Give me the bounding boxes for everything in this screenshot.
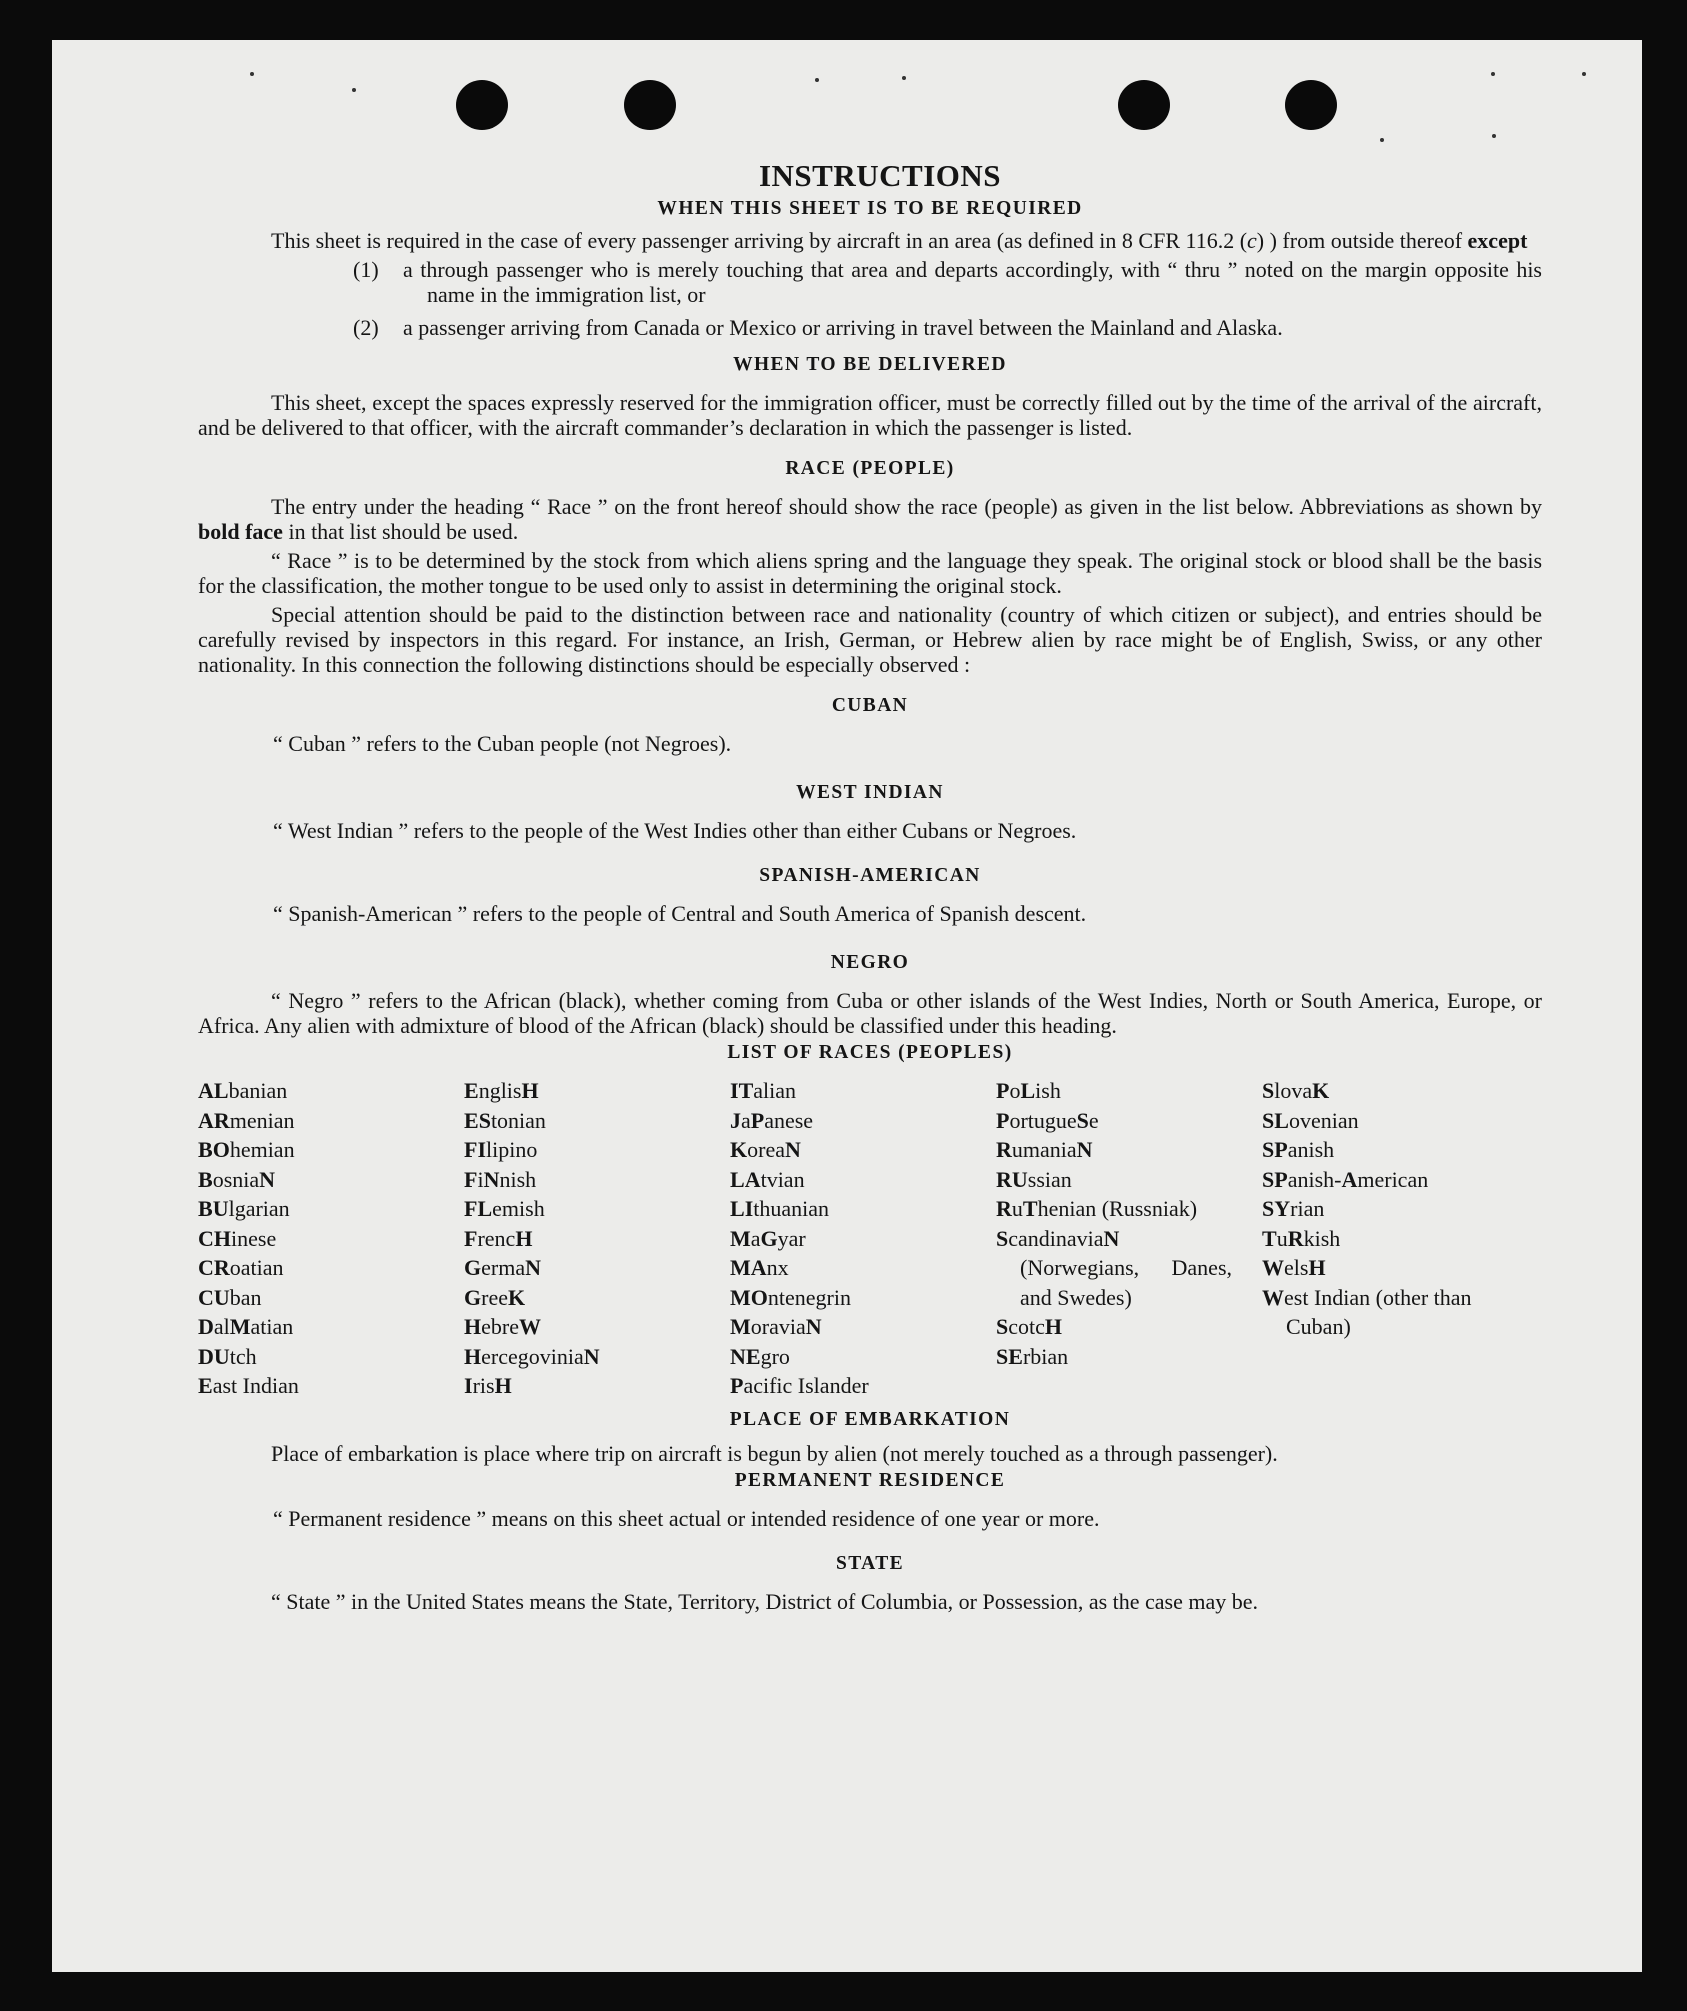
race-entry: PoLish	[996, 1078, 1061, 1103]
section-heading-required: WHEN THIS SHEET IS TO BE REQUIRED	[657, 198, 1083, 219]
race-entry: FiNnish	[464, 1166, 537, 1192]
race-entry: RuThenian (Russniak)	[996, 1196, 1198, 1221]
item-text: a passenger arriving from Canada or Mexico or arriving in travel between the Mainland and Alaska.	[403, 315, 1283, 340]
race-entry: DalMatian	[198, 1314, 294, 1339]
race-column	[996, 1076, 1262, 1401]
race-entry: RUssian	[996, 1166, 1072, 1192]
intro-text: ) ) from outside thereof	[1256, 228, 1468, 253]
page-title: INSTRUCTIONS	[758, 158, 1001, 193]
section-heading-delivered: WHEN TO BE DELIVERED	[733, 354, 1007, 375]
race-entry: SErbian	[996, 1343, 1069, 1369]
race-entry: MOntenegrin	[730, 1284, 851, 1310]
punch-hole	[1118, 80, 1170, 130]
required-item-2	[353, 315, 1542, 340]
speck	[1380, 138, 1384, 142]
race-entry: HercegoviniaN	[464, 1343, 600, 1369]
race-entry: FrencH	[464, 1225, 533, 1251]
section-heading-residence: PERMANENT RESIDENCE	[734, 1469, 1006, 1491]
race-entry: EStonian	[464, 1107, 546, 1133]
race-entry: GreeK	[464, 1284, 526, 1310]
race-entry: LAtvian	[730, 1166, 805, 1192]
race-entry: SPanish-American	[1262, 1166, 1429, 1192]
punch-hole	[1285, 80, 1337, 130]
race-entry: ALbanian	[198, 1078, 288, 1103]
race-entry: MoraviaN	[730, 1314, 822, 1339]
race-entry: CRoatian	[198, 1255, 284, 1280]
state-text: “ State ” in the United States means the State, Territory, District of Columbia, or Possession, as the case may be.	[271, 1588, 1259, 1614]
speck	[815, 78, 819, 82]
speck	[352, 88, 356, 92]
race-column	[198, 1076, 464, 1401]
race-entry: TuRkish	[1262, 1225, 1341, 1251]
race-entry: LIthuanian	[730, 1196, 830, 1221]
section-heading-cuban: CUBAN	[831, 695, 909, 716]
required-item-1	[353, 257, 1542, 307]
speck	[1582, 72, 1586, 76]
negro-text: “ Negro ” refers to the African (black), whether coming from Cuba or other islands of the West Indies, North or South America, Europe, or Africa. Any alien with admixture of blood of the African (black) should be classified under this heading.	[198, 988, 1542, 1038]
race-entry: RumaniaN	[996, 1137, 1093, 1162]
embarkation-text: Place of embarkation is place where trip on aircraft is begun by alien (not merely touched as a through passenger).	[271, 1440, 1278, 1466]
intro-text: This sheet is required in the case of every passenger arriving by aircraft in an area (as defined in 8 CFR 116.2 (	[271, 228, 1248, 253]
speck	[250, 72, 254, 76]
race-entry: JaPanese	[730, 1107, 814, 1133]
section-heading-state: STATE	[835, 1552, 905, 1574]
section-heading-race: RACE (PEOPLE)	[785, 458, 955, 479]
race-entry: ScotcH	[996, 1314, 1063, 1339]
speck	[902, 76, 906, 80]
residence-text: “ Permanent residence ” means on this sheet actual or intended residence of one year or more.	[273, 1505, 1100, 1531]
section-heading-negro: NEGRO	[830, 952, 910, 973]
race-entry: GermaN	[464, 1255, 541, 1280]
race-entry: West Indian (other than Cuban)	[1262, 1284, 1472, 1339]
spanish-american-text: “ Spanish-American ” refers to the people of Central and South America of Spanish descent.	[273, 901, 1087, 926]
race-paragraph-2: “ Race ” is to be determined by the stock from which aliens spring and the language they speak. The original stock or blood shall be the basis for the classification, the mother tongue to be used only to assist in determining the original stock.	[198, 548, 1542, 598]
race-entry: FIlipino	[464, 1137, 538, 1162]
race-entry: FLemish	[464, 1196, 545, 1221]
race-entry: IrisH	[464, 1373, 512, 1398]
speck	[1491, 72, 1495, 76]
speck	[1492, 134, 1496, 138]
race-text: The entry under the heading “ Race ” on the front hereof should show the race (people) as given in the list below. Abbreviations as shown by	[271, 494, 1542, 519]
race-text: in that list should be used.	[282, 519, 519, 544]
list-of-races-heading: LIST OF RACES (PEOPLES)	[727, 1042, 1013, 1063]
race-entry: ITalian	[730, 1078, 797, 1103]
race-entry: PortugueSe	[996, 1107, 1099, 1133]
section-heading-embarkation: PLACE OF EMBARKATION	[729, 1408, 1011, 1430]
cuban-text: “ Cuban ” refers to the Cuban people (not Negroes).	[273, 731, 732, 756]
intro-italic: c	[1247, 228, 1257, 253]
race-entry: CUban	[198, 1284, 262, 1310]
race-entry: EnglisH	[464, 1078, 539, 1103]
item-text: a through passenger who is merely touching that area and departs accordingly, with “ thru ” noted on the margin opposite his name in the immigration list, or	[403, 257, 1542, 307]
punch-hole	[456, 80, 508, 130]
race-entry: KoreaN	[730, 1137, 801, 1162]
race-column	[1262, 1076, 1528, 1401]
race-entry: CHinese	[198, 1225, 277, 1251]
punch-hole	[624, 80, 676, 130]
section-heading-spanish-american: SPANISH-AMERICAN	[759, 865, 981, 886]
race-entry: East Indian	[198, 1373, 299, 1398]
race-entry: NEgro	[730, 1343, 790, 1369]
race-entry: BosniaN	[198, 1166, 276, 1192]
west-indian-text: “ West Indian ” refers to the people of the West Indies other than either Cubans or Negroes.	[273, 818, 1077, 843]
race-entry: DUtch	[198, 1343, 257, 1369]
race-entry: BOhemian	[198, 1137, 295, 1162]
race-entry: HebreW	[464, 1314, 541, 1339]
document-sheet	[52, 40, 1642, 1972]
race-entry: MaGyar	[730, 1225, 806, 1251]
instructions-body	[198, 158, 1542, 1614]
delivered-text: This sheet, except the spaces expressly reserved for the immigration officer, must be correctly filled out by the time of the arrival of the aircraft, and be delivered to that officer, with the aircraft commander’s declaration in which the passenger is listed.	[198, 390, 1542, 440]
race-entry: MAnx	[730, 1255, 789, 1280]
race-column	[464, 1076, 730, 1401]
race-paragraph-3: Special attention should be paid to the distinction between race and nationality (country of which citizen or subject), and entries should be carefully revised by inspectors in this regard. For instance, an Irish, German, or Hebrew alien by race might be of English, Swiss, or any other nationality. In this connection the following distinctions should be especially observed :	[198, 602, 1542, 677]
bold-face: bold face	[198, 519, 283, 544]
item-number: (1)	[353, 257, 379, 282]
race-entry: ARmenian	[198, 1107, 295, 1133]
race-entry: Pacific Islander	[730, 1373, 869, 1398]
race-entry: WelsH	[1262, 1255, 1326, 1280]
race-column	[730, 1076, 996, 1401]
item-number: (2)	[353, 315, 379, 340]
race-entry: ScandinaviaN (Norwegians, Danes, and Swedes)	[996, 1225, 1232, 1310]
race-entry: SYrian	[1262, 1196, 1325, 1221]
section-heading-west-indian: WEST INDIAN	[796, 782, 944, 803]
required-intro	[198, 228, 1542, 253]
race-list	[198, 1076, 1542, 1401]
race-entry: SlovaK	[1262, 1078, 1330, 1103]
intro-except: except	[1467, 228, 1528, 253]
race-entry: BUlgarian	[198, 1196, 290, 1221]
race-entry: SLovenian	[1262, 1107, 1359, 1133]
race-paragraph-1	[198, 494, 1542, 544]
race-entry: SPanish	[1262, 1137, 1335, 1162]
